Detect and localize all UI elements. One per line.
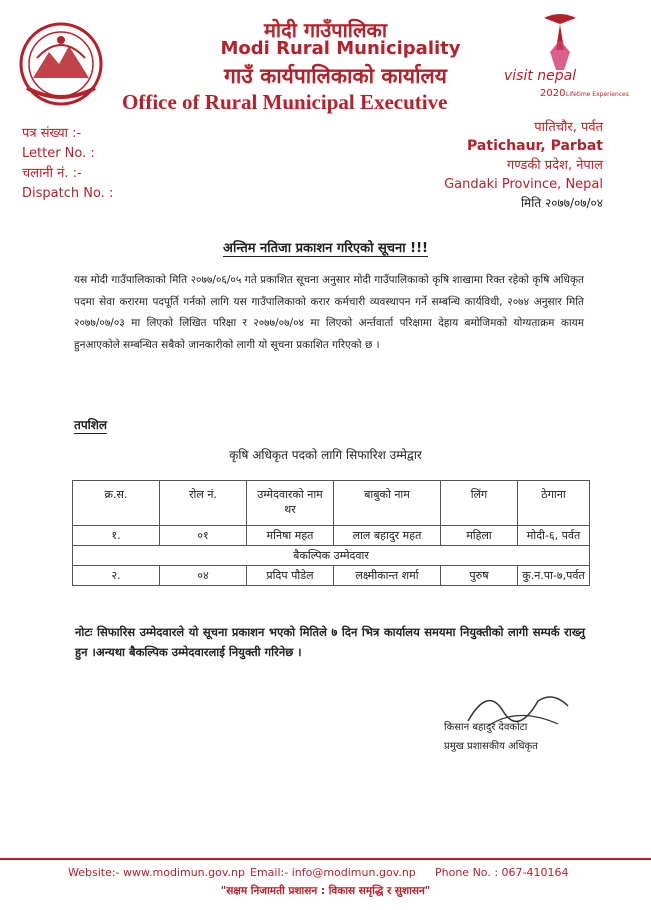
svg-text:visit nepal: visit nepal xyxy=(504,68,577,84)
cell-address: कु.न.पा-७,पर्वत xyxy=(518,566,590,586)
letter-no-np: पत्र संख्या :- xyxy=(22,126,82,141)
cell-candidate-name: प्रदिप पौडेल xyxy=(247,566,334,586)
province-en: Gandaki Province, Nepal xyxy=(444,177,603,192)
notice-title: अन्तिम नतिजा प्रकाशन गरिएको सूचना !!! xyxy=(223,241,428,256)
footer-website: Website:- www.modimun.gov.np xyxy=(68,866,245,879)
municipality-name-en: Modi Rural Municipality xyxy=(220,38,461,59)
col-candidate-name: उम्मेदवारको नाम थर xyxy=(247,481,334,526)
col-gender: लिंग xyxy=(441,481,518,526)
details-heading: तपशिल xyxy=(74,418,108,432)
letter-no-en: Letter No. : xyxy=(22,146,95,161)
footer-phone: Phone No. : 067-410164 xyxy=(435,866,569,879)
office-name-en: Office of Rural Municipal Executive xyxy=(122,90,448,114)
table-header-row xyxy=(73,481,590,526)
col-address: ठेगाना xyxy=(518,481,590,526)
cell-serial: १. xyxy=(73,526,160,546)
dispatch-no-en: Dispatch No. : xyxy=(22,186,114,201)
cell-father-name: लाल बहादुर महत xyxy=(334,526,441,546)
footer-motto: "सक्षम निजामती प्रशासन : विकास समृद्धि र सुशासन" xyxy=(220,885,431,897)
municipality-name-np: मोदी गाउँपालिका xyxy=(263,18,388,42)
cell-father-name: लक्ष्मीकान्त शर्मा xyxy=(334,566,441,586)
table-row xyxy=(73,566,590,586)
alternate-candidate-label: बैकल्पिक उम्मेदवार xyxy=(73,546,590,566)
svg-text:2020: 2020 xyxy=(540,88,566,99)
issue-date: मिति २०७७/०७/०४ xyxy=(520,196,603,210)
notice-note: नोटः सिफारिस उम्मेदवारले यो सूचना प्रकाशन भएको मितिले ७ दिन भित्र कार्यालय समयमा नियुक्तीको लागी सम्पर्क राख्नु हुन ।अन्यथा बैकल्पिक उम्मेदवारलाई नियुक्ती गरिनेछ । xyxy=(75,625,585,659)
cell-roll: ०१ xyxy=(160,526,247,546)
province-np: गण्डकी प्रदेश, नेपाल xyxy=(506,158,603,173)
candidate-table xyxy=(72,480,590,586)
col-roll: रोल नं. xyxy=(160,481,247,526)
signatory-designation: प्रमुख प्रशासकीय अधिकृत xyxy=(444,741,538,752)
cell-gender: पुरुष xyxy=(441,566,518,586)
place-en: Patichaur, Parbat xyxy=(467,138,603,154)
signatory-name: किसान बहादुर देवकोटा xyxy=(444,722,528,733)
office-address xyxy=(444,118,603,213)
cell-gender: महिला xyxy=(441,526,518,546)
dispatch-no-np: चलानी नं. :- xyxy=(22,166,82,181)
notice-body: यस मोदी गाउँपालिकाको मिति २०७७/०६/०५ गते प्रकाशित सूचना अनुसार मोदी गाउँपालिकाको कृषि शाखामा रिक्त रहेको कृषि अधिकृत पदमा सेवा करारमा पदपूर्ति गर्नको लागि यस गाउँपालिकाको करार कर्मचारी व्यवस्थापन गर्ने सम्बन्धि कार्यविधी, २०७४ अनुसार मिति २०७७/०७/०३ मा लिएको लिखित परिक्षा र २०७७/०७/०४ मा लिएको अर्न्तवार्ता परिक्षामा देहाय बमोजिमको योग्यताक्रम कायम हुनआएकोले सम्बन्धित सबैको जानकारीको लागी यो सूचना प्रकाशित गरिएको छ । xyxy=(74,274,584,351)
cell-address: मोदी-६, पर्वत xyxy=(518,526,590,546)
col-serial: क्र.स. xyxy=(73,481,160,526)
table-title: कृषि अधिकृत पदको लागि सिफारिश उम्मेद्वार xyxy=(229,448,422,462)
alternate-label-row xyxy=(73,546,590,566)
svg-text:Lifetime Experiences: Lifetime Experiences xyxy=(566,91,629,98)
place-np: पातिचौर, पर्वत xyxy=(534,120,603,135)
cell-roll: ०४ xyxy=(160,566,247,586)
visit-nepal-logo xyxy=(500,10,629,106)
signatory-block xyxy=(444,718,538,756)
office-name-np: गाउँ कार्यपालिकाको कार्यालय xyxy=(224,64,447,88)
table-row xyxy=(73,526,590,546)
footer-email: Email:- info@modimun.gov.np xyxy=(250,866,416,879)
cell-serial: २. xyxy=(73,566,160,586)
col-father-name: बाबुको नाम xyxy=(334,481,441,526)
letter-fields xyxy=(22,124,113,204)
cell-candidate-name: मनिषा महत xyxy=(247,526,334,546)
footer-divider xyxy=(0,858,651,860)
